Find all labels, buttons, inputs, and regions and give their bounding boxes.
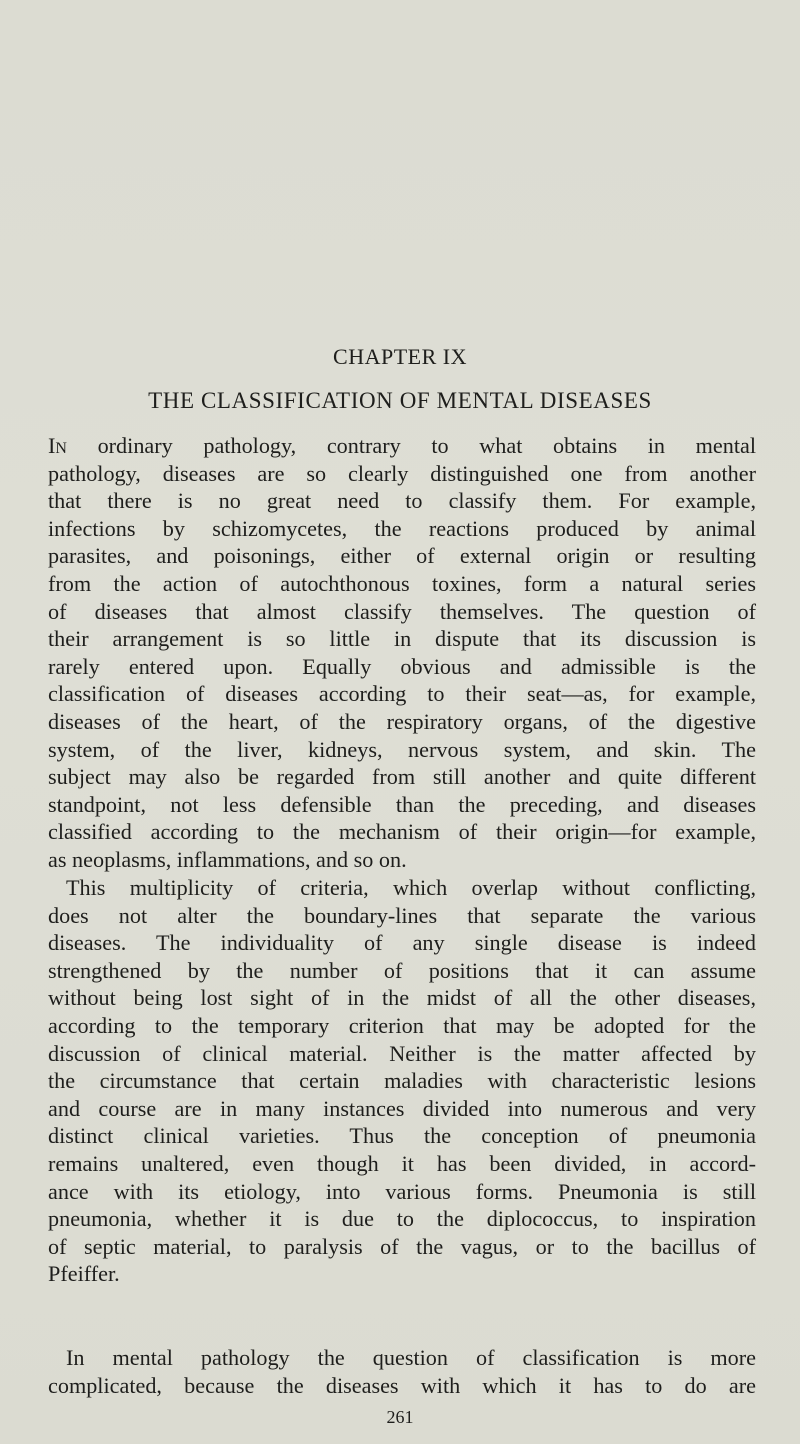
text-line: pathology, diseases are so clearly distinguished one from another [48, 460, 756, 486]
paragraph-1 [48, 432, 756, 874]
text-line: classified according to the mechanism of their origin—for example, [48, 819, 756, 845]
text-line: remains unaltered, even though it has been divided, in accord- [48, 1150, 756, 1176]
text-line: This multiplicity of criteria, which overlap without conflicting, [66, 875, 756, 900]
text-line: standpoint, not less defensible than the preceding, and diseases [48, 791, 756, 817]
text-line: according to the temporary criterion that may be adopted for the [48, 1012, 756, 1038]
text-line: and course are in many instances divided into numerous and very [48, 1095, 756, 1121]
text-line: distinct clinical varieties. Thus the conception of pneumonia [48, 1123, 756, 1149]
text-line: classification of diseases according to their seat—as, for example, [48, 681, 756, 707]
text-line: subject may also be regarded from still another and quite different [48, 764, 756, 790]
text-line: the circumstance that certain maladies with characteristic lesions [48, 1068, 756, 1094]
text-line: pneumonia, whether it is due to the diplococcus, to inspiration [48, 1206, 756, 1232]
text-line: of diseases that almost classify themselves. The question of [48, 598, 756, 624]
text-line: that there is no great need to classify them. For example, [48, 488, 756, 514]
text-line: In mental pathology the question of classification is more [66, 1345, 756, 1370]
drop-word: In [48, 433, 67, 458]
line-text: ordinary pathology, contrary to what obtains in mental [66, 433, 756, 458]
text-line: rarely entered upon. Equally obvious and admissible is the [48, 653, 756, 679]
text-line: infections by schizomycetes, the reactions produced by animal [48, 515, 756, 541]
text-line: parasites, and poisonings, either of external origin or resulting [48, 543, 756, 569]
paragraph-3 [48, 1344, 756, 1399]
text-line: does not alter the boundary-lines that separate the various [48, 902, 756, 928]
text-line: Pfeiffer. [48, 1261, 120, 1287]
text-line: complicated, because the diseases with which it has to do are [48, 1372, 756, 1398]
text-line: diseases. The individuality of any single disease is indeed [48, 930, 756, 956]
text-line: system, of the liver, kidneys, nervous system, and skin. The [48, 736, 756, 762]
text-line: diseases of the heart, of the respiratory organs, of the digestive [48, 708, 756, 734]
text-line: without being lost sight of in the midst of all the other diseases, [48, 985, 756, 1011]
text-line: of septic material, to paralysis of the vagus, or to the bacillus of [48, 1233, 756, 1259]
page-number: 261 [386, 1407, 414, 1427]
chapter-number: CHAPTER IX [333, 344, 467, 369]
text-line: from the action of autochthonous toxines, form a natural series [48, 570, 756, 596]
text-line: as neoplasms, inflammations, and so on. [48, 846, 407, 872]
text-line: strengthened by the number of positions that it can assume [48, 957, 756, 983]
chapter-title: THE CLASSIFICATION OF MENTAL DISEASES [148, 388, 652, 413]
paragraph-2 [48, 874, 756, 1288]
text-line: discussion of clinical material. Neither is the matter affected by [48, 1040, 756, 1066]
text-line: ance with its etiology, into various forms. Pneumonia is still [48, 1178, 756, 1204]
text-line [48, 432, 756, 460]
text-line: their arrangement is so little in dispute that its discussion is [48, 626, 756, 652]
